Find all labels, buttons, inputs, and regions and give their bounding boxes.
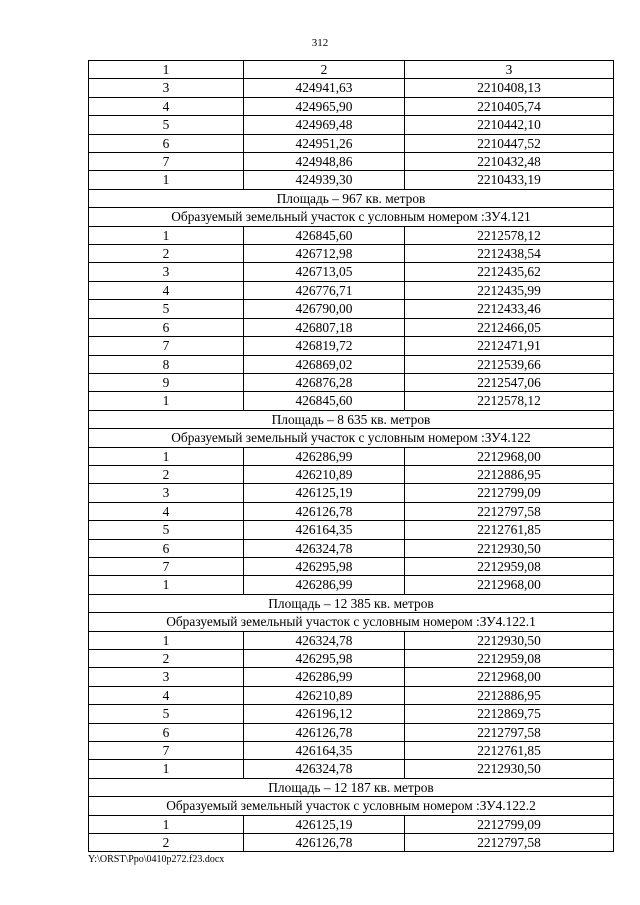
y-coordinate-cell: 2212761,85 — [405, 742, 614, 760]
table-row — [89, 116, 614, 134]
table-row — [89, 355, 614, 373]
x-coordinate-cell: 426126,78 — [244, 502, 405, 520]
point-number-cell: 3 — [89, 263, 244, 281]
point-number-cell: 7 — [89, 153, 244, 171]
parcel-heading-row — [89, 429, 614, 447]
span-cell: Образуемый земельный участок с условным номером :ЗУ4.122.1 — [89, 613, 614, 631]
x-coordinate-cell: 426324,78 — [244, 760, 405, 778]
table-row — [89, 337, 614, 355]
point-number-cell: 4 — [89, 686, 244, 704]
y-coordinate-cell: 2212930,50 — [405, 539, 614, 557]
point-number-cell: 6 — [89, 539, 244, 557]
point-number-cell: 3 — [89, 668, 244, 686]
point-number-cell: 5 — [89, 116, 244, 134]
x-coordinate-cell: 426713,05 — [244, 263, 405, 281]
table-row — [89, 226, 614, 244]
y-coordinate-cell: 2212797,58 — [405, 502, 614, 520]
x-coordinate-cell: 426712,98 — [244, 245, 405, 263]
y-coordinate-cell: 2212438,54 — [405, 245, 614, 263]
y-coordinate-cell: 2212799,09 — [405, 484, 614, 502]
x-coordinate-cell: 426845,60 — [244, 226, 405, 244]
span-cell: Образуемый земельный участок с условным номером :ЗУ4.121 — [89, 208, 614, 226]
span-cell: Площадь – 12 385 кв. метров — [89, 594, 614, 612]
table-row — [89, 134, 614, 152]
x-coordinate-cell: 426876,28 — [244, 373, 405, 391]
y-coordinate-cell: 2212968,00 — [405, 576, 614, 594]
y-coordinate-cell: 2212797,58 — [405, 723, 614, 741]
x-coordinate-cell: 426295,98 — [244, 650, 405, 668]
parcel-heading-row — [89, 613, 614, 631]
y-coordinate-cell: 2210405,74 — [405, 97, 614, 115]
table-row — [89, 631, 614, 649]
y-coordinate-cell: 2212869,75 — [405, 705, 614, 723]
x-coordinate-cell: 426286,99 — [244, 576, 405, 594]
point-number-cell: 3 — [89, 484, 244, 502]
span-cell: Площадь – 12 187 кв. метров — [89, 778, 614, 796]
y-coordinate-cell: 2212968,00 — [405, 668, 614, 686]
parcel-heading-row — [89, 797, 614, 815]
y-coordinate-cell: 2212761,85 — [405, 521, 614, 539]
x-coordinate-cell: 426790,00 — [244, 300, 405, 318]
x-coordinate-cell: 426210,89 — [244, 686, 405, 704]
point-number-cell: 1 — [89, 631, 244, 649]
table-row — [89, 502, 614, 520]
y-coordinate-cell: 2210447,52 — [405, 134, 614, 152]
x-coordinate-cell: 426126,78 — [244, 723, 405, 741]
x-coordinate-cell: 426869,02 — [244, 355, 405, 373]
point-number-cell: 4 — [89, 281, 244, 299]
point-number-cell: 1 — [89, 171, 244, 189]
table-row — [89, 557, 614, 575]
y-coordinate-cell: 2212799,09 — [405, 815, 614, 833]
table-row — [89, 263, 614, 281]
table-row — [89, 686, 614, 704]
table-header-row — [89, 61, 614, 79]
point-number-cell: 5 — [89, 705, 244, 723]
page-number: 312 — [311, 37, 329, 49]
point-number-cell: 1 — [89, 576, 244, 594]
table-row — [89, 245, 614, 263]
x-coordinate-cell: 426845,60 — [244, 392, 405, 410]
area-row — [89, 594, 614, 612]
y-coordinate-cell: 2210408,13 — [405, 79, 614, 97]
y-coordinate-cell: 2212547,06 — [405, 373, 614, 391]
table-row — [89, 465, 614, 483]
point-number-cell: 8 — [89, 355, 244, 373]
x-coordinate-cell: 426776,71 — [244, 281, 405, 299]
table-row — [89, 760, 614, 778]
header-cell-point: 1 — [89, 61, 244, 79]
x-coordinate-cell: 426286,99 — [244, 447, 405, 465]
area-row — [89, 778, 614, 796]
header-cell-y: 3 — [405, 61, 614, 79]
y-coordinate-cell: 2212930,50 — [405, 760, 614, 778]
point-number-cell: 7 — [89, 742, 244, 760]
x-coordinate-cell: 426210,89 — [244, 465, 405, 483]
point-number-cell: 2 — [89, 465, 244, 483]
span-cell: Площадь – 967 кв. метров — [89, 189, 614, 207]
point-number-cell: 6 — [89, 723, 244, 741]
footer-file-path: Y:\ORST\Ppo\0410p272.f23.docx — [88, 854, 225, 865]
y-coordinate-cell: 2212886,95 — [405, 686, 614, 704]
table-row — [89, 153, 614, 171]
table-row — [89, 97, 614, 115]
y-coordinate-cell: 2212886,95 — [405, 465, 614, 483]
table-row — [89, 723, 614, 741]
table-row — [89, 521, 614, 539]
table-row — [89, 834, 614, 852]
x-coordinate-cell: 426324,78 — [244, 631, 405, 649]
x-coordinate-cell: 424939,30 — [244, 171, 405, 189]
point-number-cell: 4 — [89, 502, 244, 520]
point-number-cell: 7 — [89, 337, 244, 355]
table-body — [89, 61, 614, 852]
x-coordinate-cell: 426295,98 — [244, 557, 405, 575]
table-row — [89, 539, 614, 557]
point-number-cell: 1 — [89, 392, 244, 410]
table-row — [89, 484, 614, 502]
x-coordinate-cell: 424951,26 — [244, 134, 405, 152]
y-coordinate-cell: 2212930,50 — [405, 631, 614, 649]
x-coordinate-cell: 426819,72 — [244, 337, 405, 355]
y-coordinate-cell: 2212578,12 — [405, 226, 614, 244]
span-cell: Площадь – 8 635 кв. метров — [89, 410, 614, 428]
span-cell: Образуемый земельный участок с условным номером :ЗУ4.122 — [89, 429, 614, 447]
point-number-cell: 6 — [89, 318, 244, 336]
table-row — [89, 281, 614, 299]
table-row — [89, 373, 614, 391]
point-number-cell: 5 — [89, 521, 244, 539]
y-coordinate-cell: 2212959,08 — [405, 557, 614, 575]
y-coordinate-cell: 2212433,46 — [405, 300, 614, 318]
point-number-cell: 2 — [89, 245, 244, 263]
table-row — [89, 318, 614, 336]
table-row — [89, 576, 614, 594]
point-number-cell: 1 — [89, 447, 244, 465]
table-row — [89, 447, 614, 465]
point-number-cell: 3 — [89, 79, 244, 97]
table-row — [89, 171, 614, 189]
y-coordinate-cell: 2212471,91 — [405, 337, 614, 355]
y-coordinate-cell: 2212578,12 — [405, 392, 614, 410]
table-row — [89, 300, 614, 318]
x-coordinate-cell: 424941,63 — [244, 79, 405, 97]
point-number-cell: 1 — [89, 226, 244, 244]
table-row — [89, 392, 614, 410]
table-row — [89, 742, 614, 760]
point-number-cell: 4 — [89, 97, 244, 115]
header-cell-x: 2 — [244, 61, 405, 79]
x-coordinate-cell: 424948,86 — [244, 153, 405, 171]
parcel-heading-row — [89, 208, 614, 226]
x-coordinate-cell: 426164,35 — [244, 742, 405, 760]
point-number-cell: 6 — [89, 134, 244, 152]
table-row — [89, 79, 614, 97]
point-number-cell: 5 — [89, 300, 244, 318]
coordinates-table — [88, 60, 614, 852]
x-coordinate-cell: 426125,19 — [244, 484, 405, 502]
point-number-cell: 1 — [89, 815, 244, 833]
table-row — [89, 650, 614, 668]
x-coordinate-cell: 426807,18 — [244, 318, 405, 336]
point-number-cell: 1 — [89, 760, 244, 778]
y-coordinate-cell: 2210433,19 — [405, 171, 614, 189]
area-row — [89, 410, 614, 428]
point-number-cell: 2 — [89, 834, 244, 852]
point-number-cell: 9 — [89, 373, 244, 391]
y-coordinate-cell: 2212435,99 — [405, 281, 614, 299]
x-coordinate-cell: 424965,90 — [244, 97, 405, 115]
table-row — [89, 668, 614, 686]
y-coordinate-cell: 2212959,08 — [405, 650, 614, 668]
table-row — [89, 705, 614, 723]
span-cell: Образуемый земельный участок с условным номером :ЗУ4.122.2 — [89, 797, 614, 815]
x-coordinate-cell: 424969,48 — [244, 116, 405, 134]
x-coordinate-cell: 426196,12 — [244, 705, 405, 723]
x-coordinate-cell: 426125,19 — [244, 815, 405, 833]
y-coordinate-cell: 2212435,62 — [405, 263, 614, 281]
y-coordinate-cell: 2212797,58 — [405, 834, 614, 852]
y-coordinate-cell: 2210442,10 — [405, 116, 614, 134]
y-coordinate-cell: 2212466,05 — [405, 318, 614, 336]
y-coordinate-cell: 2210432,48 — [405, 153, 614, 171]
table-row — [89, 815, 614, 833]
x-coordinate-cell: 426126,78 — [244, 834, 405, 852]
point-number-cell: 7 — [89, 557, 244, 575]
area-row — [89, 189, 614, 207]
point-number-cell: 2 — [89, 650, 244, 668]
x-coordinate-cell: 426164,35 — [244, 521, 405, 539]
y-coordinate-cell: 2212968,00 — [405, 447, 614, 465]
y-coordinate-cell: 2212539,66 — [405, 355, 614, 373]
x-coordinate-cell: 426286,99 — [244, 668, 405, 686]
x-coordinate-cell: 426324,78 — [244, 539, 405, 557]
